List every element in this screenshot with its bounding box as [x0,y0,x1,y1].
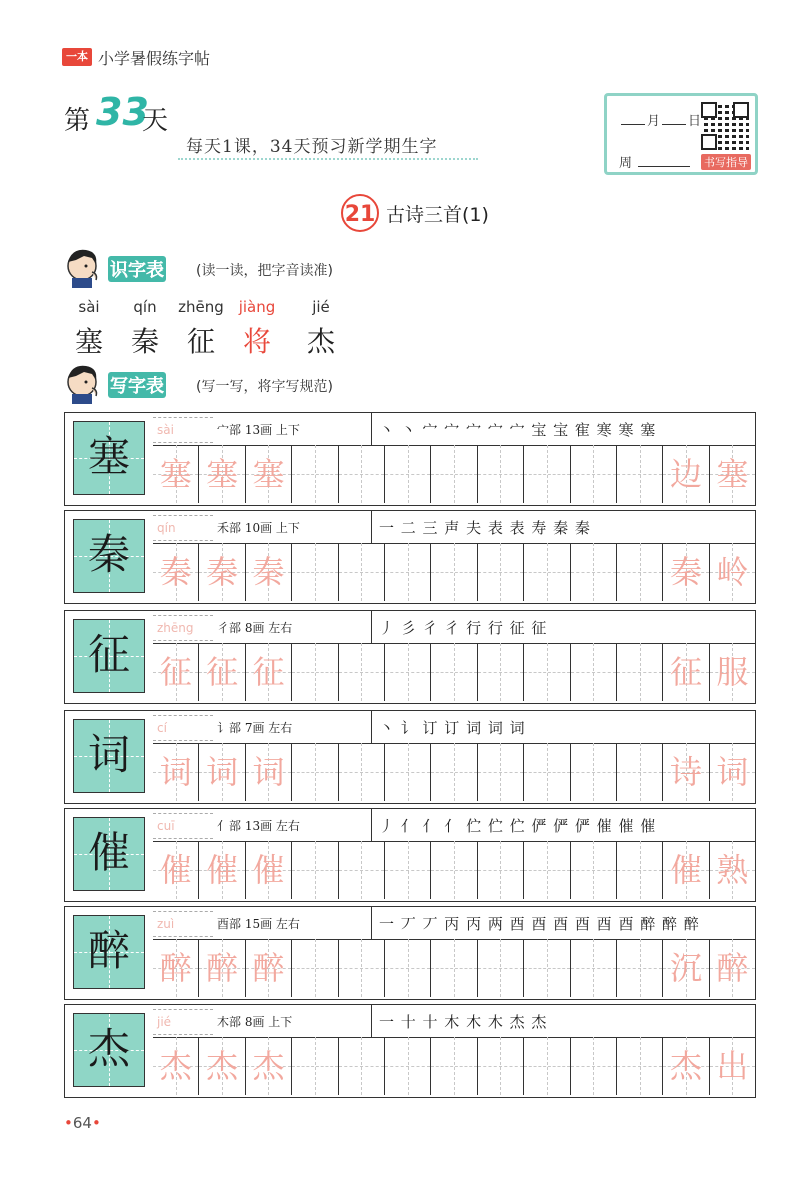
writing-cell[interactable] [292,1037,338,1095]
model-char: 词 [73,719,145,793]
writing-cell[interactable]: 词 [246,743,292,801]
writing-cell[interactable] [478,743,524,801]
day-suffix: 天 [142,106,169,136]
writing-cell[interactable] [339,743,385,801]
writing-cell[interactable] [292,543,338,601]
month-label: 月 [647,114,661,129]
radical-strokes-structure: 木部 8画 上下 [217,1015,293,1029]
writing-cell[interactable]: 词 [199,743,245,801]
writing-cell[interactable] [292,643,338,701]
writing-cell[interactable]: 催 [246,841,292,899]
day-label: 日 [688,114,702,129]
writing-cell[interactable]: 催 [663,841,709,899]
writing-cell[interactable] [339,445,385,503]
stroke-order: 一 丆 丆 丙 丙 两 酉 酉 酉 酉 酉 酉 醉 醉 醉 [379,915,700,933]
writing-cell[interactable] [339,543,385,601]
writing-cell[interactable] [617,939,663,997]
model-char: 杰 [73,1013,145,1087]
writing-cell[interactable] [617,841,663,899]
writing-cell[interactable] [524,743,570,801]
writing-cell[interactable] [571,543,617,601]
write-title: 写字表 [108,372,166,398]
date-box [604,93,758,175]
writing-cell[interactable] [478,939,524,997]
writing-cell[interactable] [385,939,431,997]
writing-cell[interactable] [617,643,663,701]
writing-cell[interactable]: 醉 [710,939,755,997]
writing-cell[interactable] [339,841,385,899]
writing-cell[interactable]: 杰 [153,1037,199,1095]
practice-row [64,808,756,902]
stroke-order: 丶 丶 宀 宀 宀 宀 宀 宝 宝 寉 寒 寒 塞 [379,421,657,439]
writing-cell[interactable] [478,643,524,701]
stroke-order: 丿 亻 亻 亻 伫 伫 伫 俨 俨 俨 催 催 催 [379,817,657,835]
writing-cell[interactable] [478,841,524,899]
writing-cell[interactable] [617,1037,663,1095]
radical-strokes-structure: 亻部 13画 左右 [217,819,300,833]
writing-cell[interactable] [524,841,570,899]
info-strip [153,511,755,544]
recognize-pinyin: qín [133,298,157,316]
info-strip [153,1005,755,1038]
recognize-pinyin: sài [78,298,100,316]
writing-cell[interactable]: 秦 [153,543,199,601]
recognize-pinyin: jié [312,298,330,316]
recognize-note: (读一读，把字音读准) [196,263,333,279]
writing-grid [153,445,755,503]
info-strip [153,711,755,744]
recognize-title: 识字表 [108,256,166,282]
writing-cell[interactable]: 出 [710,1037,755,1095]
practice-row [64,710,756,804]
writing-cell[interactable] [431,445,477,503]
book-title: 小学暑假练字帖 [98,49,211,68]
pinyin-box: jié [153,1009,213,1035]
writing-cell[interactable]: 熟 [710,841,755,899]
writing-cell[interactable] [385,841,431,899]
writing-grid [153,939,755,997]
writing-cell[interactable] [385,1037,431,1095]
info-strip [153,611,755,644]
week-row [619,152,690,171]
recognize-char: 秦 [130,325,159,358]
day-number: 33 [96,90,149,134]
boy-reading-icon [62,246,104,288]
week-label: 周 [619,156,633,171]
qr-label: 书写指导 [701,154,751,170]
writing-cell[interactable] [478,543,524,601]
writing-cell[interactable] [478,1037,524,1095]
radical-strokes-structure: 酉部 15画 左右 [217,917,300,931]
writing-cell[interactable]: 杰 [663,1037,709,1095]
writing-cell[interactable]: 秦 [199,543,245,601]
writing-cell[interactable] [617,743,663,801]
writing-cell[interactable]: 醉 [199,939,245,997]
writing-grid [153,643,755,701]
writing-grid [153,1037,755,1095]
writing-cell[interactable] [617,445,663,503]
writing-cell[interactable] [571,743,617,801]
day-subtitle: 每天1课，34天预习新学期生字 [186,137,438,157]
writing-cell[interactable]: 征 [663,643,709,701]
writing-cell[interactable] [524,1037,570,1095]
writing-cell[interactable]: 醉 [246,939,292,997]
writing-cell[interactable]: 诗 [663,743,709,801]
writing-cell[interactable] [385,643,431,701]
writing-cell[interactable]: 醉 [153,939,199,997]
writing-cell[interactable] [431,1037,477,1095]
writing-cell[interactable] [431,543,477,601]
radical-strokes-structure: 讠部 7画 左右 [217,721,293,735]
writing-cell[interactable]: 塞 [710,445,755,503]
pinyin-box: cí [153,715,213,741]
writing-cell[interactable]: 杰 [199,1037,245,1095]
writing-cell[interactable] [617,543,663,601]
writing-cell[interactable]: 岭 [710,543,755,601]
writing-cell[interactable]: 催 [199,841,245,899]
writing-cell[interactable] [339,939,385,997]
writing-cell[interactable] [524,543,570,601]
write-note: (写一写，将字写规范) [196,379,333,395]
writing-cell[interactable] [524,643,570,701]
pinyin-box: zuì [153,911,213,937]
date-row [619,110,701,129]
writing-cell[interactable]: 秦 [246,543,292,601]
pinyin-box: qín [153,515,213,541]
lesson-title: 古诗三首(1) [386,204,489,226]
writing-cell[interactable] [524,445,570,503]
recognize-char: 征 [186,325,215,358]
writing-cell[interactable]: 沉 [663,939,709,997]
writing-grid [153,743,755,801]
writing-cell[interactable] [431,643,477,701]
writing-cell[interactable] [292,939,338,997]
stroke-order: 一 十 十 木 木 木 杰 杰 [379,1013,548,1031]
recognize-char: 塞 [74,325,103,358]
stroke-order: 一 二 三 声 夫 表 表 寿 秦 秦 [379,519,591,537]
radical-strokes-structure: 宀部 13画 上下 [217,423,300,437]
info-strip [153,907,755,940]
stroke-order: 丶 讠 订 订 词 词 词 [379,719,526,737]
writing-cell[interactable]: 塞 [246,445,292,503]
writing-cell[interactable]: 催 [153,841,199,899]
writing-cell[interactable] [431,939,477,997]
stroke-order: 丿 彡 彳 彳 行 行 征 征 [379,619,548,637]
pinyin-box: zhēng [153,615,213,641]
recognize-pinyin: jiàng [238,298,276,316]
writing-cell[interactable]: 词 [710,743,755,801]
writing-cell[interactable] [431,841,477,899]
model-char: 醉 [73,915,145,989]
writing-cell[interactable] [292,445,338,503]
writing-cell[interactable] [524,939,570,997]
writing-cell[interactable] [431,743,477,801]
writing-cell[interactable]: 征 [246,643,292,701]
practice-row [64,906,756,1000]
writing-cell[interactable] [571,445,617,503]
writing-cell[interactable] [292,743,338,801]
writing-cell[interactable] [478,445,524,503]
writing-cell[interactable]: 征 [153,643,199,701]
writing-cell[interactable] [385,445,431,503]
model-char: 秦 [73,519,145,593]
subtitle-underline [178,158,478,160]
writing-cell[interactable]: 塞 [199,445,245,503]
pinyin-box: cuī [153,813,213,839]
writing-cell[interactable] [571,643,617,701]
recognize-char: 杰 [306,325,335,358]
writing-cell[interactable]: 词 [153,743,199,801]
recognize-char: 将 [242,325,271,358]
info-strip [153,809,755,842]
radical-strokes-structure: 禾部 10画 上下 [217,521,300,535]
brand-badge: 一本 [62,48,92,66]
writing-cell[interactable]: 杰 [246,1037,292,1095]
day-prefix: 第 [64,106,91,136]
page-number: •64• [64,1114,101,1132]
practice-row [64,1004,756,1098]
writing-cell[interactable] [339,1037,385,1095]
model-char: 塞 [73,421,145,495]
pinyin-box: sài [153,417,213,443]
writing-cell[interactable]: 服 [710,643,755,701]
practice-row [64,412,756,506]
recognize-pinyin: zhēng [178,298,224,316]
writing-cell[interactable] [339,643,385,701]
model-char: 征 [73,619,145,693]
qr-code-icon[interactable] [701,102,749,150]
writing-cell[interactable] [385,543,431,601]
writing-grid [153,841,755,899]
writing-cell[interactable] [385,743,431,801]
writing-cell[interactable] [292,841,338,899]
writing-cell[interactable] [571,841,617,899]
lesson-number: 21 [341,194,379,232]
writing-grid [153,543,755,601]
practice-row [64,610,756,704]
info-strip [153,413,755,446]
radical-strokes-structure: 彳部 8画 左右 [217,621,293,635]
writing-cell[interactable] [571,1037,617,1095]
writing-cell[interactable]: 塞 [153,445,199,503]
writing-cell[interactable]: 征 [199,643,245,701]
writing-cell[interactable]: 秦 [663,543,709,601]
model-char: 催 [73,817,145,891]
writing-cell[interactable]: 边 [663,445,709,503]
writing-cell[interactable] [571,939,617,997]
boy-writing-icon [62,362,104,404]
practice-row [64,510,756,604]
